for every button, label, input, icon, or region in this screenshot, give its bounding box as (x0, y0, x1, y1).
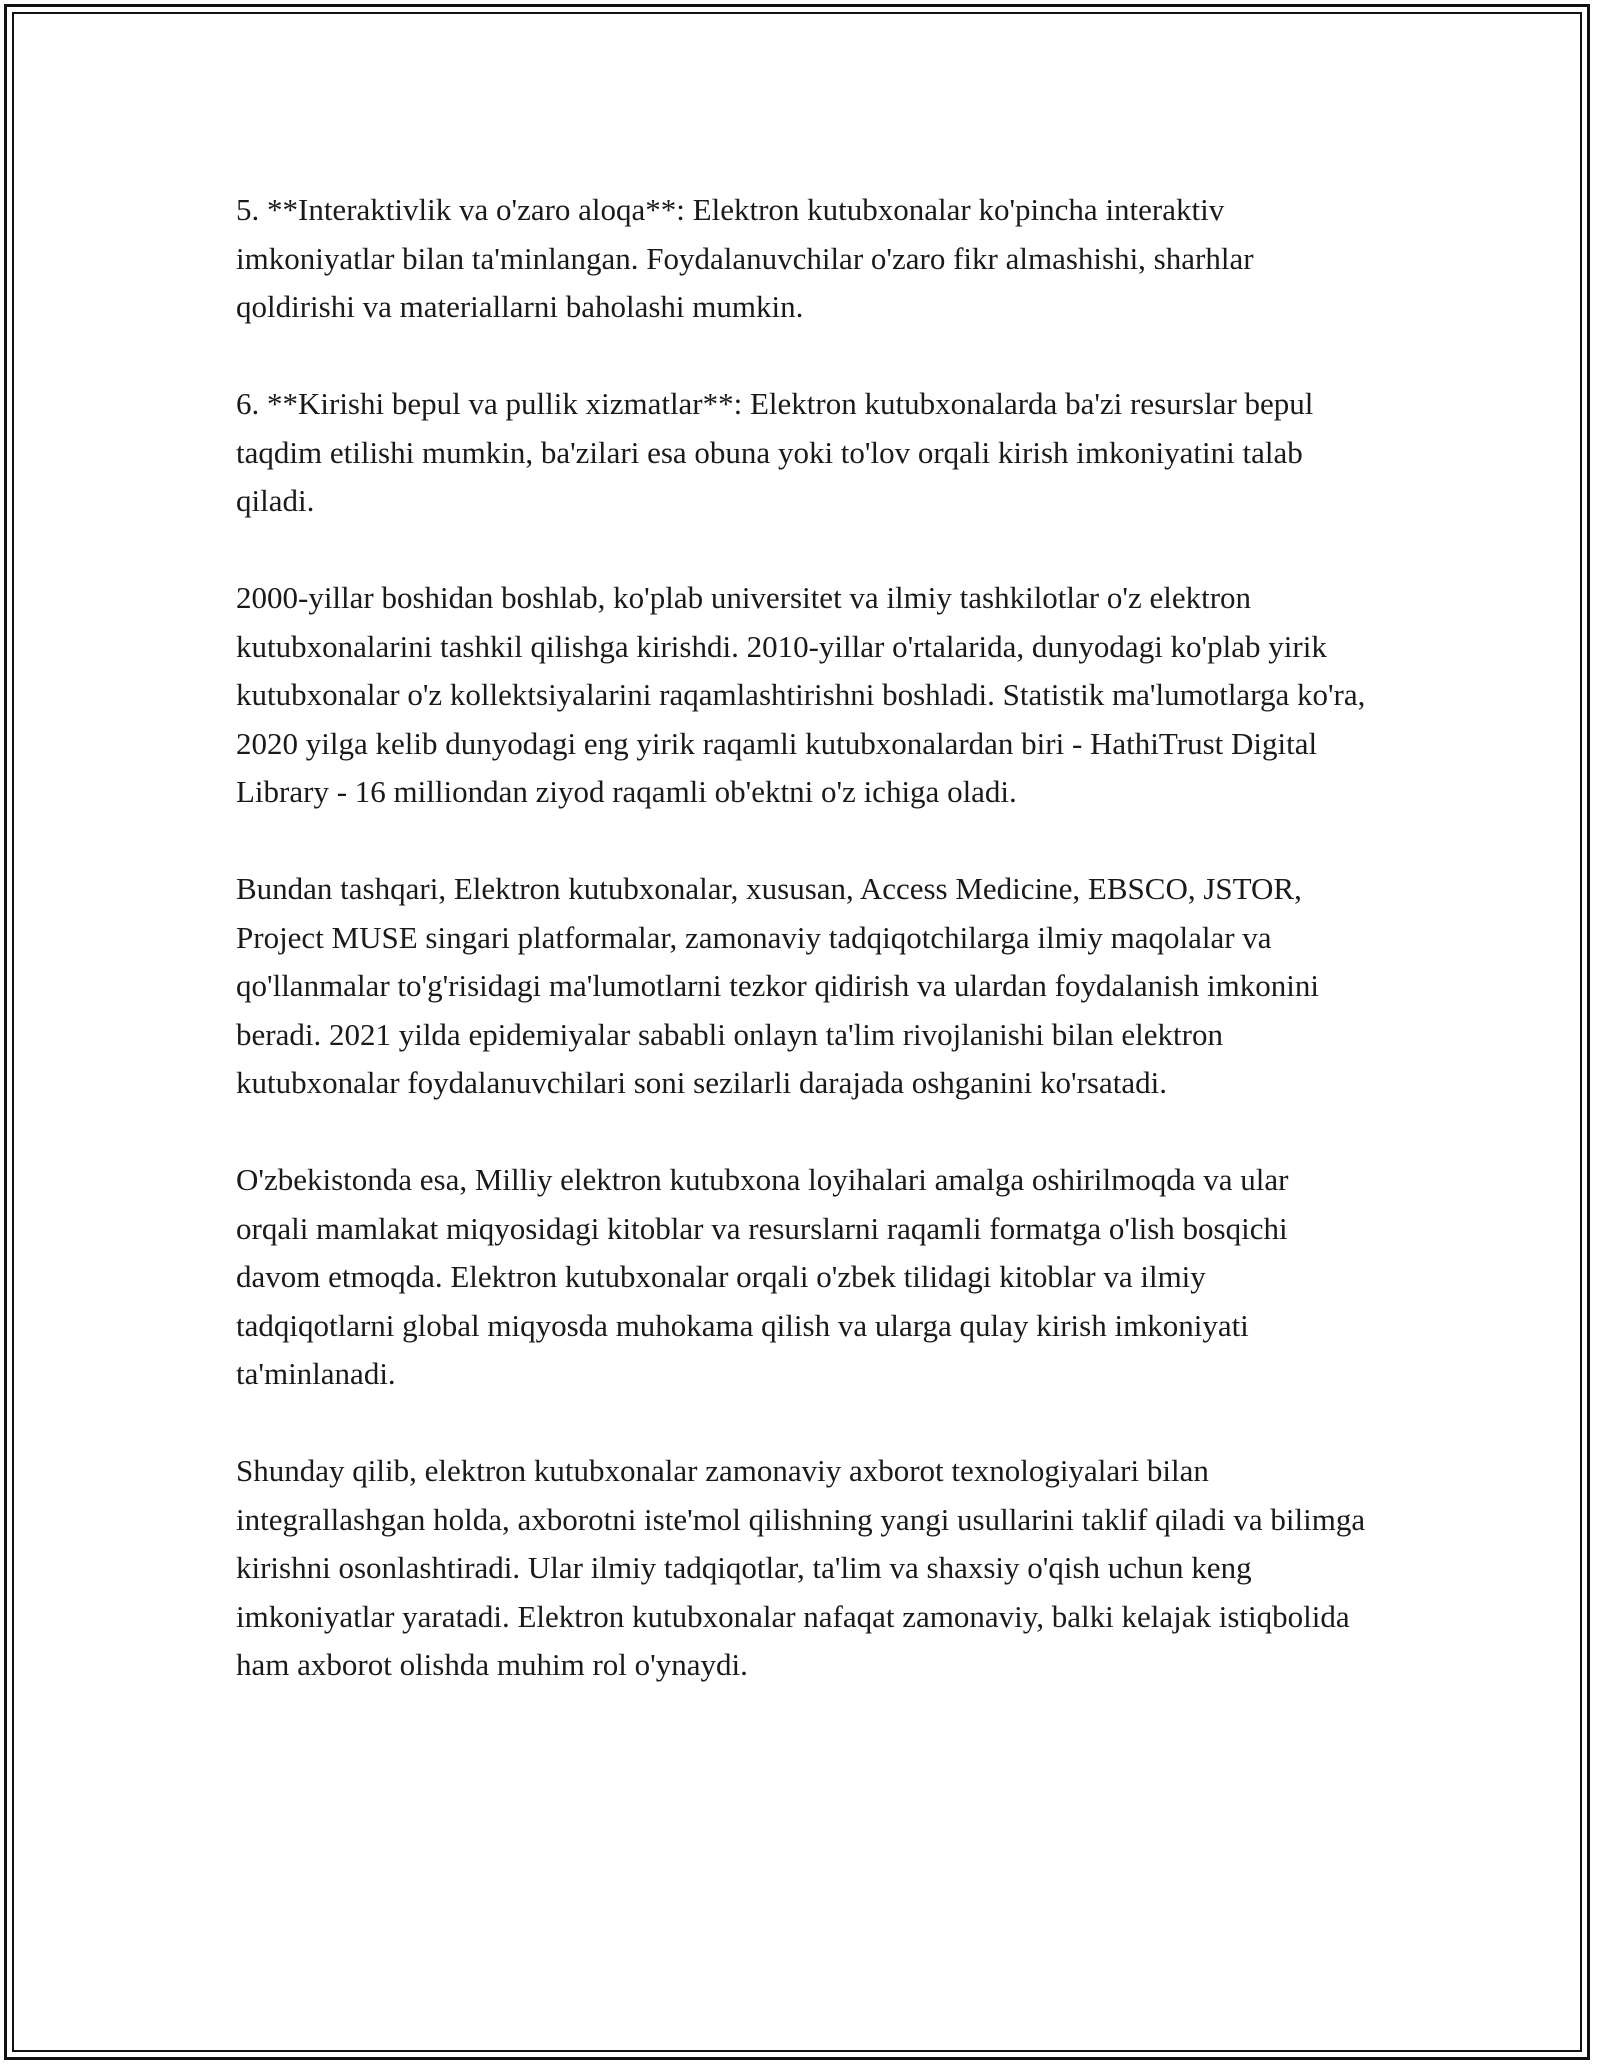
paragraph-uzbekistan: O'zbekistonda esa, Milliy elektron kutubxona loyihalari amalga oshirilmoqda va ular orqali mamlakat miqyosidagi kitoblar va resurslarni raqamli formatga o'lish bosqichi davom etmoqda. Elektron kutubxonalar orqali o'zbek tilidagi kitoblar va ilmiy tadqiqotlarni global miqyosda muhokama qilish va ularga qulay kirish imkoniyati ta'minlanadi. (236, 1162, 1289, 1391)
document-body (236, 186, 1366, 1738)
paragraph-history: 2000-yillar boshidan boshlab, ko'plab universitet va ilmiy tashkilotlar o'z elektron kutubxonalarini tashkil qilishga kirishdi. 2010-yillar o'rtalarida, dunyodagi ko'plab yirik kutubxonalar o'z kollektsiyalarini raqamlashtirishni boshladi. Statistik ma'lumotlarga ko'ra, 2020 yilga kelib dunyodagi eng yirik raqamli kutubxonalardan biri - HathiTrust Digital Library - 16 milliondan ziyod raqamli ob'ektni o'z ichiga oladi. (236, 580, 1366, 809)
paragraph-interactivity: 5. **Interaktivlik va o'zaro aloqa**: Elektron kutubxonalar ko'pincha interaktiv imkoniyatlar bilan ta'minlangan. Foydalanuvchilar o'zaro fikr almashishi, sharhlar qoldirishi va materiallarni baholashi mumkin. (236, 192, 1254, 324)
paragraph-conclusion: Shunday qilib, elektron kutubxonalar zamonaviy axborot texnologiyalari bilan integrallashgan holda, axborotni iste'mol qilishning yangi usullarini taklif qiladi va bilimga kirishni osonlashtiradi. Ular ilmiy tadqiqotlar, ta'lim va shaxsiy o'qish uchun keng imkoniyatlar yaratadi. Elektron kutubxonalar nafaqat zamonaviy, balki kelajak istiqbolida ham axborot olishda muhim rol o'ynaydi. (236, 1453, 1366, 1682)
paragraph-platforms: Bundan tashqari, Elektron kutubxonalar, xususan, Access Medicine, EBSCO, JSTOR, Project MUSE singari platformalar, zamonaviy tadqiqotchilarga ilmiy maqolalar va qo'llanmalar to'g'risidagi ma'lumotlarni tezkor qidirish va ulardan foydalanish imkonini beradi. 2021 yilda epidemiyalar sababli onlayn ta'lim rivojlanishi bilan elektron kutubxonalar foydalanuvchilari soni sezilarli darajada oshganini ko'rsatadi. (236, 871, 1319, 1100)
paragraph-free-paid-services: 6. **Kirishi bepul va pullik xizmatlar**: Elektron kutubxonalarda ba'zi resurslar bepul taqdim etilishi mumkin, ba'zilari esa obuna yoki to'lov orqali kirish imkoniyatini talab qiladi. (236, 386, 1314, 518)
